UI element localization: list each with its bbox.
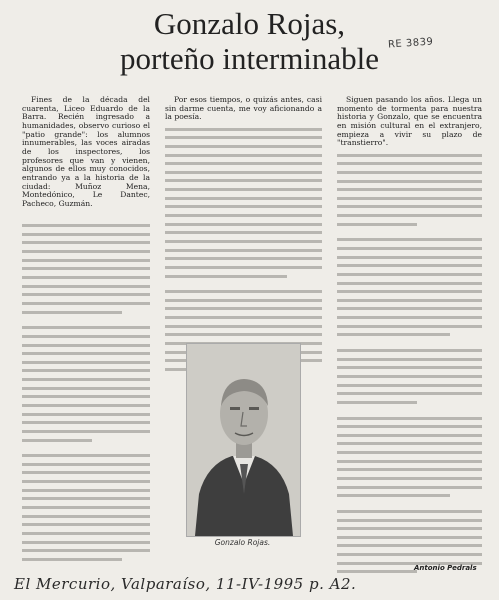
column-3-paragraph: Siguen pasando los años. Llega un momento de tormenta para nuestra historia y Gonzalo, que se encuentra en misión cultural en el extranjero, empieza a vivir su plazo de "transtierro". <box>337 96 482 148</box>
archive-code: RE 3839 <box>387 36 434 51</box>
handwritten-source-note: El Mercurio, Valparaíso, 11-IV-1995 p. A2. <box>14 575 357 593</box>
column-2-body-text <box>165 128 322 371</box>
column-1-body-text <box>22 212 150 574</box>
author-portrait-photo <box>186 343 301 537</box>
photo-caption: Gonzalo Rojas. <box>214 538 271 547</box>
article-author: Antonio Pedrals <box>414 564 477 572</box>
headline-line-2: porteño interminable <box>119 41 380 76</box>
column-3-body-text <box>337 154 482 574</box>
portrait-illustration <box>187 344 300 536</box>
article-column-3 <box>337 96 482 574</box>
column-2-paragraph: Por esos tiempos, o quizás antes, casi sin darme cuenta, me voy aficionando a la poesía. <box>165 96 322 122</box>
column-1-paragraph: Fines de la década del cuarenta, Liceo Eduardo de la Barra. Recién ingresado a humanidades, observo curioso el "patio grande": los alumnos innumerables, las voces airadas de los inspectores, los profesores que van y vienen, algunos de ellos muy conocidos, entrando ya a la historia de la ciudad: Muñoz Mena, Montedónico, Le Dantec, Pacheco, Guzmán. <box>22 96 150 208</box>
headline-line-1: Gonzalo Rojas, <box>153 6 346 41</box>
article-column-1 <box>22 96 150 574</box>
